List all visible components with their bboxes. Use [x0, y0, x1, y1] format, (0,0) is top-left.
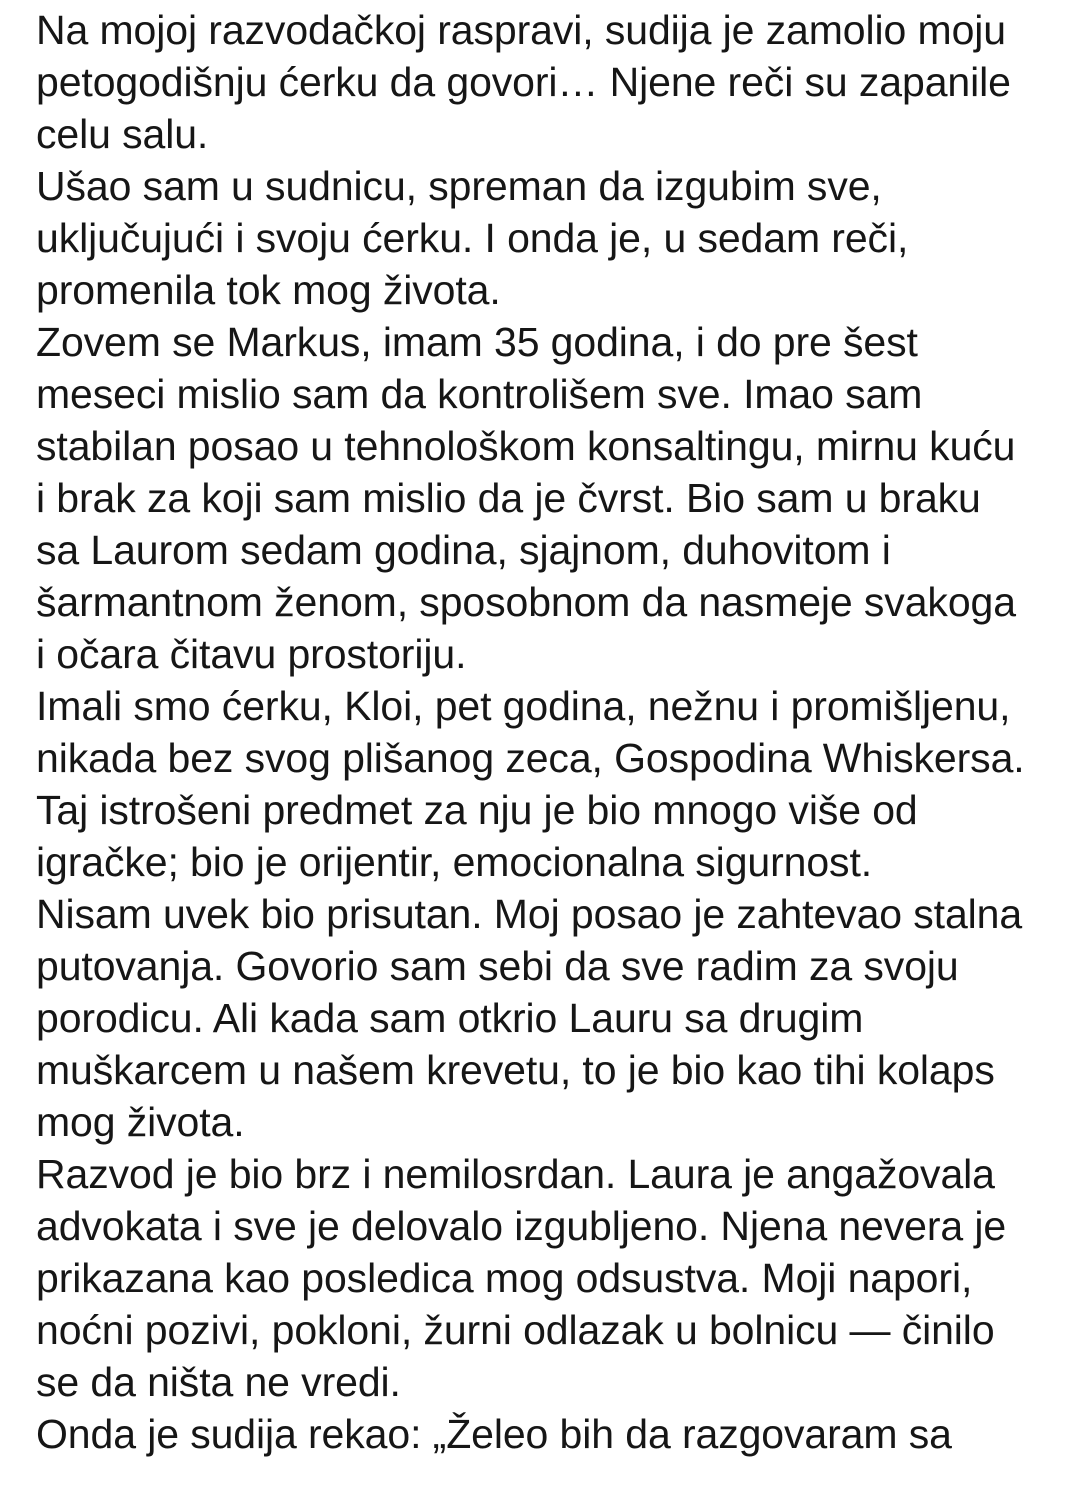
article-paragraph: Zovem se Markus, imam 35 godina, i do pre šest meseci mislio sam da kontrolišem sve. Imao sam stabilan posao u tehnološkom konsaltingu, mirnu kuću i brak za koji sam mislio da je čvrst. Bio sam u braku sa Laurom sedam godina, sjajnom, duhovitom i šarmantnom ženom, sposobnom da nasmeje svakoga i očara čitavu prostoriju. — [36, 319, 1016, 677]
article-paragraph: Razvod je bio brz i nemilosrdan. Laura je angažovala advokata i sve je delovalo izgubljeno. Njena nevera je prikazana kao posledica mog odsustva. Moji napori, noćni pozivi, pokloni, žurni odlazak u bolnicu — činilo se da ništa ne vredi. — [36, 1151, 1007, 1405]
article-paragraph-truncated: Onda je sudija rekao: „Želeo bih da razgovaram sa — [36, 1411, 952, 1457]
article-paragraph: Ušao sam u sudnicu, spreman da izgubim sve, uključujući i svoju ćerku. I onda je, u sedam reči, promenila tok mog života. — [36, 163, 909, 313]
article-paragraph: Imali smo ćerku, Kloi, pet godina, nežnu i promišljenu, nikada bez svog plišanog zeca, Gospodina Whiskersa. Taj istrošeni predmet za nju je bio mnogo više od igračke; bio je orijentir, emocionalna sigurnost. — [36, 683, 1025, 885]
article-paragraph: Nisam uvek bio prisutan. Moj posao je zahtevao stalna putovanja. Govorio sam sebi da sve radim za svoju porodicu. Ali kada sam otkrio Lauru sa drugim muškarcem u našem krevetu, to je bio kao tihi kolaps mog života. — [36, 891, 1023, 1145]
article-body-text — [36, 4, 1028, 1460]
article-paragraph: Na mojoj razvodačkoj raspravi, sudija je zamolio moju petogodišnju ćerku da govori… Njene reči su zapanile celu salu. — [36, 7, 1011, 157]
